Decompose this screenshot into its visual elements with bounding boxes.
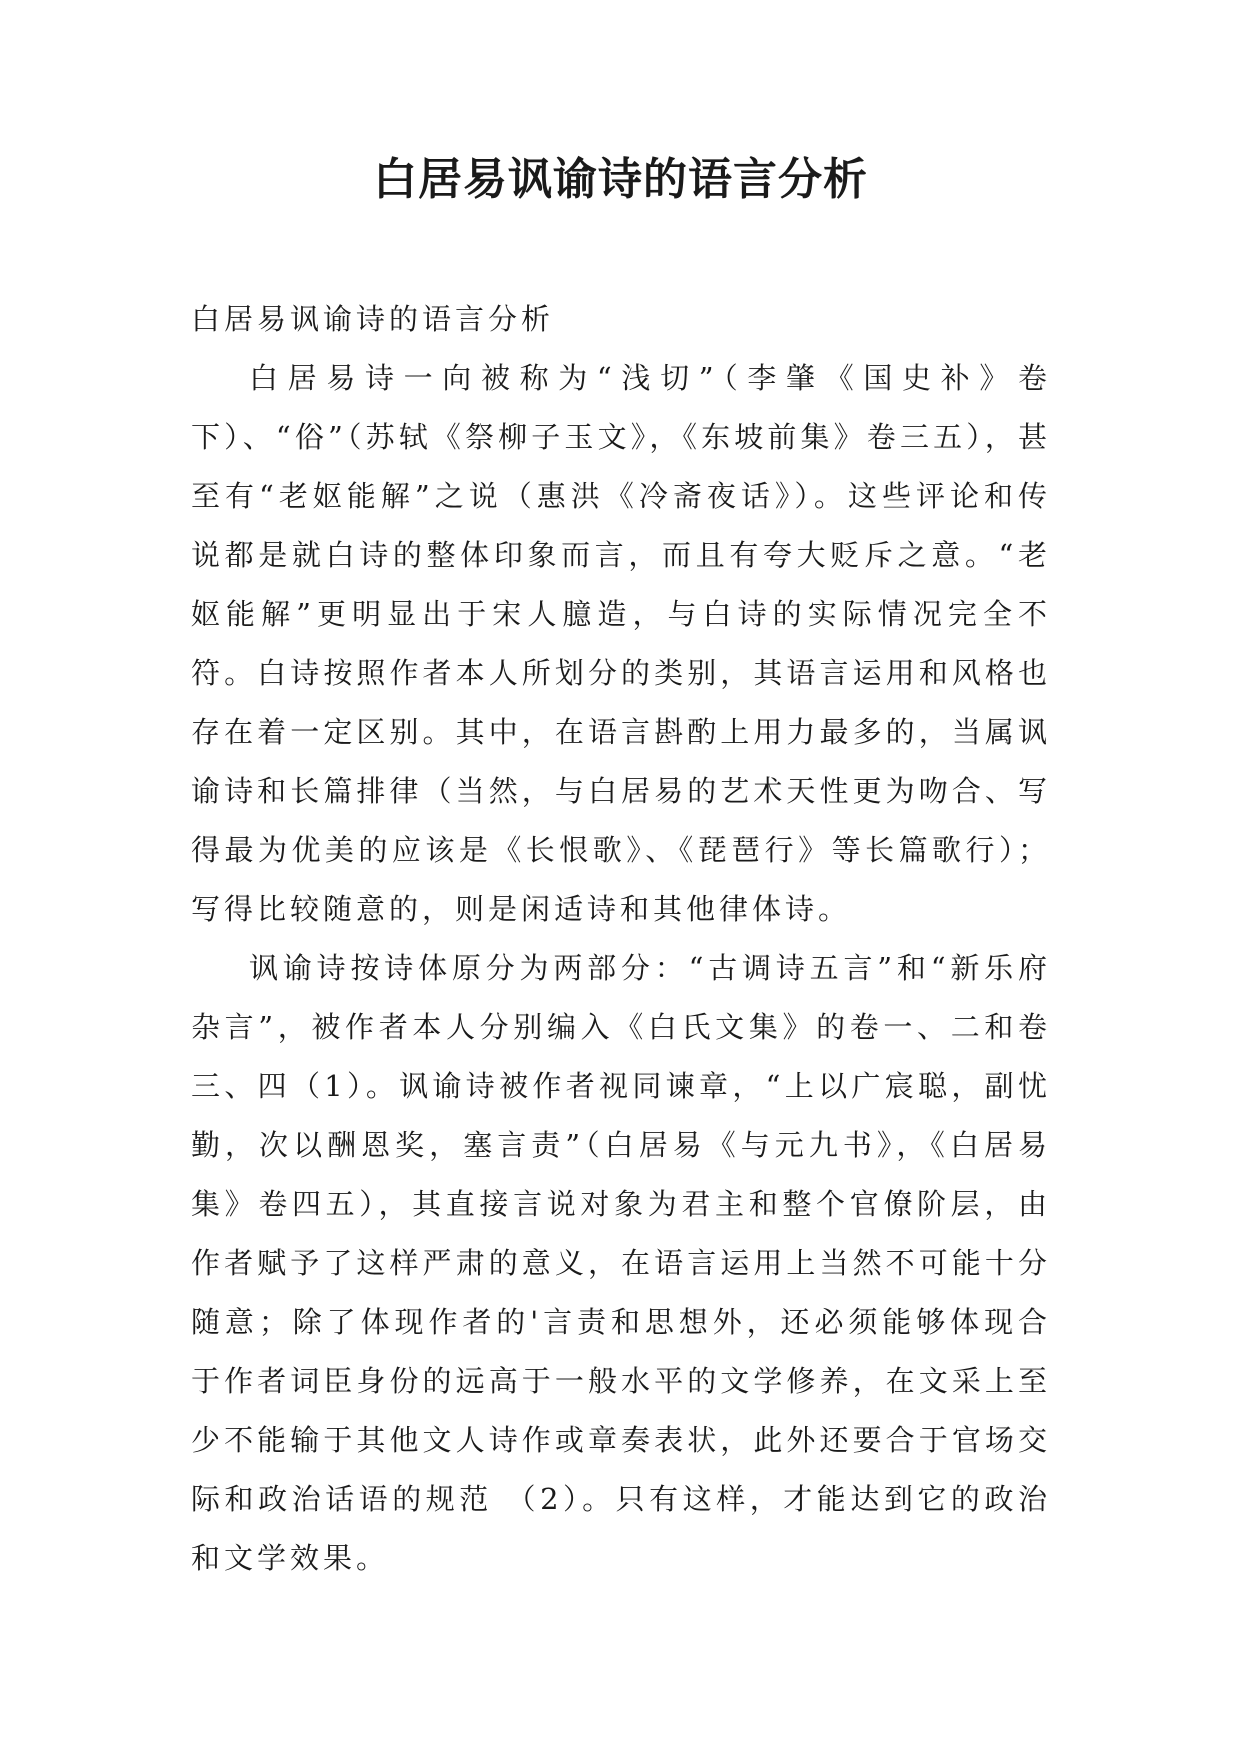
paragraph-1: 白居易诗一向被称为“浅切”（李肇《国史补》卷下）、“俗”（苏轼《祭柳子玉文》，《东坡前集》卷三五），甚至有“老妪能解”之说（惠洪《冷斋夜话》）。这些评论和传说都是就白诗的整体印象而言，而且有夸大贬斥之意。“老妪能解”更明显出于宋人臆造，与白诗的实际情况完全不符。白诗按照作者本人所划分的类别，其语言运用和风格也存在着一定区别。其中，在语言斟酌上用力最多的，当属讽谕诗和长篇排律（当然，与白居易的艺术天性更为吻合、写得最为优美的应该是《长恨歌》、《琵琶行》等长篇歌行）；写得比较随意的，则是闲适诗和其他律体诗。 <box>191 361 1051 926</box>
document-subtitle: 白居易讽谕诗的语言分析 <box>191 302 555 336</box>
document-body <box>191 290 1051 1588</box>
document-title: 白居易讽谕诗的语言分析 <box>373 154 868 205</box>
paragraph-2: 讽谕诗按诗体原分为两部分：“古调诗五言”和“新乐府杂言”，被作者本人分别编入《白氏文集》的卷一、二和卷三、四（1）。讽谕诗被作者视同谏章，“上以广宸聪，副忧勤，次以酬恩奖，塞言责”（白居易《与元九书》，《白居易集》卷四五），其直接言说对象为君主和整个官僚阶层，由作者赋予了这样严肃的意义，在语言运用上当然不可能十分随意；除了体现作者的'言责和思想外，还必须能够体现合于作者词臣身份的远高于一般水平的文学修养，在文采上至少不能输于其他文人诗作或章奏表状，此外还要合于官场交际和政治话语的规范 （2）。只有这样，才能达到它的政治和文学效果。 <box>191 951 1051 1575</box>
